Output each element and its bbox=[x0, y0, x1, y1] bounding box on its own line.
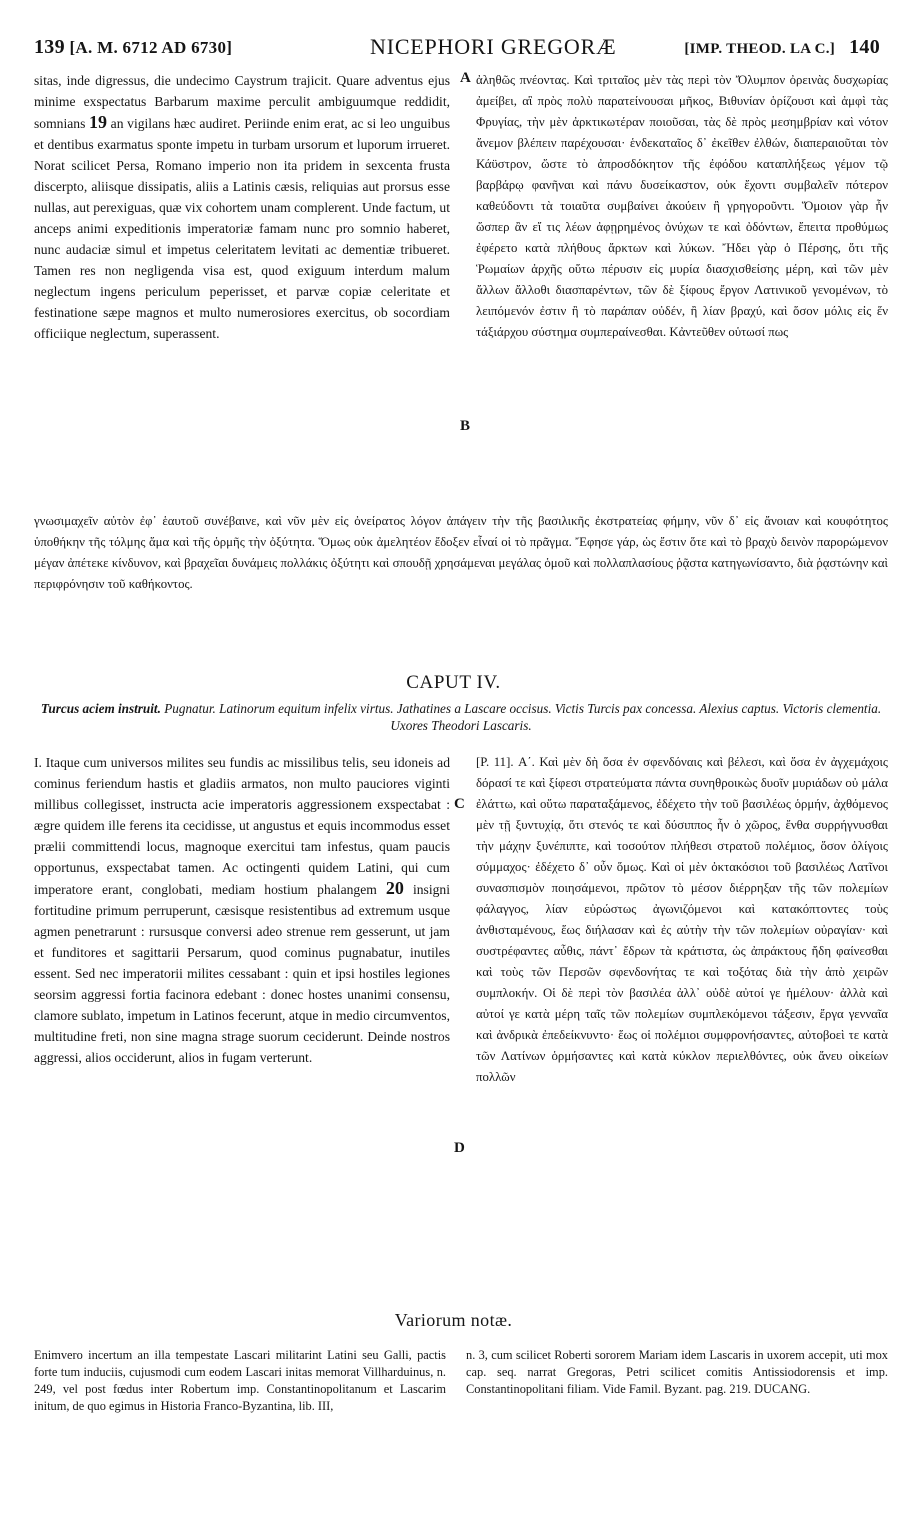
greek-full-width-paragraph: γνωσιμαχεῖν αὐτὸν ἐφ᾽ ἑαυτοῦ συνέβαινε, καὶ νῦν μὲν εἰς ὀνείρατος λόγον ἀπάγειν τὴν τῆς βασιλικῆς ἐκστρατείας φήμην, νῦν δ᾽ εἰς ἄνοιαν καὶ κουφότητος ὑποθήκην τῆς τόλμης ἅμα καὶ τῆς ὁρμῆς τὴν ὀξύτητα. Ὅμως οὐκ ἀμελητέον ἔδοξεν εἶναί οἱ τὸ πρᾶγμα. Ἔφησε γάρ, ὡς ἔστιν ὅτε καὶ τὸ βραχὺ δεινὸν παρορώμενον μέγαν ἀπέτεκε κίνδυνον, καὶ βραχεῖαι δυνάμεις πολλάκις ὀξύτητι καὶ σπουδῇ χρησάμεναι μεγάλας ὁμοῦ καὶ πολλαπλασίους ῥᾷστα κατηγωνίσαντο, διὰ ῥᾳστώνην καὶ περιφρόνησιν τοῦ καθήκοντος. bbox=[34, 514, 888, 591]
latin-column-top: sitas, inde digressus, die undecimo Caystrum trajicit. Quare adventus ejus minime exspectatus Barbarum maxime perculit ambiguumque reddidit, somnians 19 an vigilans hæc audiret. Periinde enim erat, ac si leo unguibus et dentibus exarmatus sponte impetu in turbam ursorum et luporum irrueret. Norat scilicet Persa, Romano imperio non ita pridem in sexcenta frusta discerpto, aliisque dissipatis, aliis a Latinis cæsis, reliquias aut prorsus esse nullas, aut perexiguas, quæ vix cohortem unam complerent. Unde factum, ut anceps animi expeditionis imperatoriæ famam nunc pro somnio haberet, nunc audaciæ simul et impetus celeritatem levitati ac dementiæ tribueret. Tamen res non negligenda visa est, quod exiguum interdum malum neglectum ingens periculum peperisset, et parvæ copiæ celeritate et festinatione sæpe magnos et multo numerosiores exercitus, ob socordiam officiique neglectum, superassent. bbox=[34, 73, 451, 341]
note-right-column: n. 3, cum scilicet Roberti sororem Mariam idem Lascaris in uxorem accepit, uti mox cap. seq. narrat Gregoras, Petri scilicet comitis Antissiodorensis et imp. Constantinopolitani filiam. Vide Famil. Byzant. pag. 219. DUCANG. bbox=[466, 1348, 888, 1396]
note-left-column: Enimvero incertum an illa tempestate Lascari militarint Latini seu Galli, pactis forte tum induciis, cujusmodi cum eodem Lascari initas memorat Villharduinus, n. 249, vel post fœdus inter Robertum imp. Constantinopolitanum et Lascarim initum, de quo egimus in Historia Franco-Byzantina, lib. III, bbox=[34, 1348, 446, 1413]
left-page-number: 139 bbox=[34, 36, 65, 58]
work-title: NICEPHORI GREGORÆ bbox=[370, 34, 617, 59]
right-reign-label: [IMP. THEOD. LA C.] bbox=[684, 41, 836, 57]
margin-letter-b: B bbox=[460, 418, 471, 434]
latin-column-bottom: I. Itaque cum universos milites seu fundis ac missilibus telis, seu idoneis ad cominus feriendum hastis et gladiis armatos, non multo pauciores viginti millibus collegisset, instructa acie imperatoris aggressionem exspectabat : ægre quidem ille ferens ita cecidisse, ut angustus et equis incommodus esset prælii committendi locus, magnoque exercitui tam infestus, quam paucis opportunus, exspectabat tamen. Ac octingenti quidem Latini, qui cum imperatore erant, conglobati, mediam hostium phalangem 20 insigni fortitudine primum perruperunt, cæsisque resistentibus ad extremum usque agmen penetrarunt : rursusque conversi adeo strenue rem gesserunt, ut jam et funditores et sagittarii Persarum, quod cominus pugnabatur, inutiles essent. Sed nec imperatorii milites cessabant : quin et ipsi hostiles legiones seorsim aggressi fortia facinora edebant : donec hostes unanimi consensu, clamore sublato, impetum in Latinos fecerunt, atque in medio circumventos, multitudine freti, non sine magna strage suorum ceciderunt. Deinde nostros aggressi, alios occiderunt, alios in fugam verterunt. bbox=[34, 755, 450, 1065]
right-page-number: 140 bbox=[849, 36, 880, 58]
chapter-title: CAPUT IV. bbox=[406, 672, 501, 693]
running-head-right bbox=[684, 36, 880, 59]
left-date-range: [A. M. 6712 AD 6730] bbox=[69, 38, 233, 57]
margin-letter-c: C bbox=[454, 796, 465, 812]
chapter-summary-lead: Turcus aciem instruit. bbox=[40, 701, 161, 716]
inline-page-number: 19 bbox=[89, 112, 108, 132]
margin-letter-a: A bbox=[460, 70, 471, 86]
chapter-summary-text: Pugnatur. Latinorum equitum infelix virtus. Jathatines a Lascare occisus. Victis Turcis pax concessa. Alexius captus. Victoris clementia. Uxores Theodori Lascaris. bbox=[164, 701, 882, 733]
chapter-summary bbox=[34, 700, 888, 734]
inline-page-number: 20 bbox=[385, 878, 404, 898]
margin-letter-d: D bbox=[454, 1140, 465, 1156]
greek-column-top: ἀληθῶς πνέοντας. Καὶ τριταῖος μὲν τὰς περὶ τὸν Ὄλυμπον ὀρεινὰς δυσχωρίας ἀμείβει, αἳ πρὸς πολὺ παρατείνουσαι μῆκος, Βιθυνίαν ὁρίζουσι καὶ ἀμφὶ τὰς Φρυγίας, τὴν μὲν ἀρκτικωτέραν ποιοῦσαι, τὰς δὲ πρὸς μεσημβρίαν καὶ νότον ἄνεμον βλέπειν παρέχουσαι· ἑνδεκαταῖος δ᾽ ἐκεῖθεν ἐλθών, διαπεραιοῦται τὸν Κάϋστρον, ὥστε τὸ ἀπροσδόκητον τῆς ἐφόδου καταπλήξεως γέμον τῷ βαρβάρῳ φανῆναι καὶ πάνυ δυσείκαστον, οὐκ ἔχοντι συμβαλεῖν πότερον καθεύδοντι τὰ τοιαῦτα συμβαίνει ἀκούειν ἢ γρηγοροῦντι. Ὅμοιον γὰρ ἦν ὥσπερ ἂν εἴ τις λέων ἀφῃρημένος ὀνύχων τε καὶ ὀδόντων, ἔπειτα προθύμως ἐφέρετο κατὰ πλήθους ἄρκτων καὶ λύκων. Ἤδει γὰρ ὁ Πέρσης, ὅτι τῆς Ῥωμαίων ἀρχῆς οὕτω πέρυσιν εἰς μυρία διασχισθείσης μέρη, καὶ τῶν μὲν ἄλλων ἄλλοθι διασπαρέντων, τῶν δὲ ξίφους ἔργον Λατινικοῦ γενομένων, τὸ λειπόμενόν ἐστιν ἢ τὸ παράπαν οὐδέν, ἢ λίαν βραχύ, καὶ ὅσον μόλις εἰς ἕν τάξιάρχου σύστημα συμπεραίνεσθαι. Κἀντεῦθεν οὑτωσί πως bbox=[476, 73, 888, 339]
running-head-left bbox=[34, 36, 232, 59]
running-head bbox=[34, 34, 880, 64]
greek-column-bottom: [P. 11]. Α΄. Καὶ μὲν δὴ ὅσα ἐν σφενδόναις καὶ βέλεσι, καὶ ὅσα ἐν ἀγχεμάχοις δόρασί τε καὶ ξίφεσι στρατεύματα πάντα συνηθροικὼς δυοῖν μυριάδων οὐ μάλα ἐλάττω, καὶ οὕτω παραταξάμενος, ἐδέχετο τὴν τοῦ βασιλέως ὁρμήν, ἀχθόμενος μὲν τῇ ξυντυχίᾳ, ὅτι στενός τε καὶ δύσιππος ἦν ὁ χῶρος, ἔνθα συρρήγνυσθαι τὴν μάχην ξυνέπιπτε, καὶ τοσούτον πλήθεσι στρατοῦ πολέμιος, ὅσον ὀλίγοις σύμμαχος· ἐδέχετο δ᾽ οὖν ὅμως. Καὶ οἱ μὲν ὀκτακόσιοι τοῦ βασιλέως Λατῖνοι συνασπισμὸν ποιησάμενοι, πρῶτον τὸ μέσον διέρρηξαν τῆς τῶν πολεμίων φάλαγγος, λίαν εὐρώστως ἀγωνιζόμενοι καὶ κατακόπτοντες τοὺς ἀνθισταμένους, ἕως διήλασαν καὶ ἐς αὐτὴν τὴν τῶν πολεμίων οὐραγίαν· καὶ συστρέφαντες αὖθις, πάντ᾽ ἔδρων τὰ κράτιστα, ὡς ἀπράκτους ἤδη φαίνεσθαι καὶ τοὺς τῶν Περσῶν σφενδονήτας τε καὶ τοξότας διὰ τὴν ἀπὸ χειρῶν συμπλοκήν. Οἱ δὲ περὶ τὸν βασιλέα ἀλλ᾽ οὐδὲ αὐτοί γε ἠμέλουν· ἀλλὰ καὶ αὐτοί γε κατὰ μέρη ταῖς τῶν πολεμίων συμπλεκόμενοι τάξεσιν, ἔργα γενναῖα καὶ ἀνδρικὰ ἐπεδείκνυντο· ἕως οἱ πολέμιοι συμφρονήσαντες, αὐτοβοεὶ τε κατὰ τῶν Λατίνων ὁρμήσαντες καὶ κατὰ κύκλον περιελθόντες, οὐκ ἄνευ οἰκείων πολλῶν bbox=[476, 755, 888, 1084]
notes-title: Variorum notæ. bbox=[394, 1310, 513, 1330]
